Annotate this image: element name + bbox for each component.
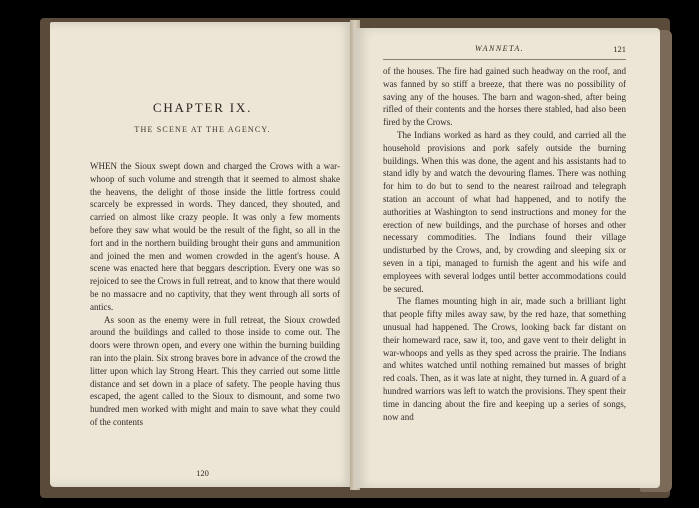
paragraph: As soon as the enemy were in full retreat, the Sioux crowded around the buildings and called to those inside to come out. The doors were thrown open, and every one within the burning building ran into the plain. Six strong braves bore in advance of the crowd the litter upon which lay Strong Heart. This they carried out some little distance and set down in a place of safety. The people having thus escaped, the agent called to the Sioux to dismount, and some two hundred men worked with might and main to save what they could of the contents [90,314,340,427]
right-page [355,28,660,488]
paragraph: The Indians worked as hard as they could, and carried all the household provisions and pork safely outside the burning buildings. When this was done, the agent and his assistants had to stand idly by and watch the devouring flames. There was nothing for him to do but to send to the nearest railroad and telegraph station an account of what had happened, and to notify the authorities at Washington to send instructions and money for the erection of new buildings, and the purchase of horses and other necessary commodities. The Indians found their village undisturbed by the Crows, and, by crowding and sleeping six or seven in a tipi, managed to furnish the agent and his wife and employees with several lodges until better accommodations could be secured. [383,129,626,294]
right-page-body [383,65,626,423]
header-rule [383,59,626,60]
paragraph: of the houses. The fire had gained such headway on the roof, and was fanned by so stiff a breeze, that there was no possibility of saving any of the houses. The barn and wagon-shed, after being rifled of their contents and the horses there stabled, had also been fired by the Crows. [383,66,626,128]
chapter-heading: CHAPTER IX. [152,100,253,115]
left-page-body [90,160,340,429]
left-page [50,22,355,487]
paragraph: The flames mounting high in air, made such a brilliant light that people fifty miles away saw, by the red haze, that something unusual had happened. The Crows, looking back far distant on their homeward race, saw it, too, and gave vent to their delight in war-whoops and yells as they sped across the prairie. The Indians and whites watched until nothing remained but masses of bright red coals. Then, as it was late at night, they turned in. A guard of a hundred warriors was left to watch the provisions. They spent their time in dancing about the fire and keeping up a series of songs, now and [383,296,626,422]
chapter-subtitle: THE SCENE AT THE AGENCY. [134,125,271,134]
page-number-left: 120 [196,468,209,478]
running-head: WANNETA. [475,44,525,53]
page-number-right: 121 [613,44,626,54]
paragraph: WHEN the Sioux swept down and charged the Crows with a war-whoop of such volume and strength that it seemed to almost shake the heavens, the delight of those inside the little fortress could scarcely be expressed in words. They danced, they shouted, and carried on almost like crazy people. It was only a few moments before they saw what would be the result of the fight, so all in the fort and in the northern building brought their guns and ammunition and joined the men and women crowded in the agent's house. A scene was enacted here that beggars description. Every one was so rejoiced to see the Crows in full retreat, and to know that there would be no massacre and no captivity, that they went through all sorts of antics. [90,161,340,312]
